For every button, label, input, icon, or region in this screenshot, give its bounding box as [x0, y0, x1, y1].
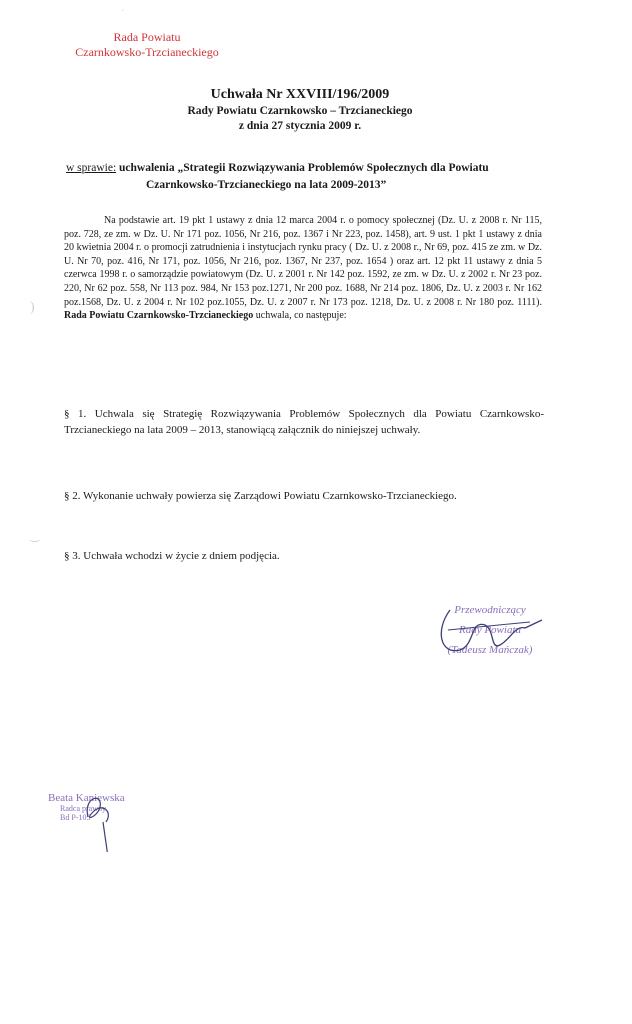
resolution-title — [150, 86, 450, 134]
lawyer-name: Beata Kaniewska — [48, 792, 125, 804]
scan-mark: ' — [122, 8, 124, 18]
lawyer-number: Bd P-105 — [60, 813, 91, 822]
legal-basis-tail: uchwala, co następuje: — [255, 310, 347, 322]
section-1: § 1. Uchwala się Strategię Rozwiązywania Problemów Społecznych dla Powiatu Czarnkowsko-Trzcianeckiego na lata 2009 – 2013, stanowiącą załącznik do niniejszej uchwały. — [64, 408, 544, 436]
legal-basis-paragraph — [64, 214, 542, 323]
resolution-council: Rady Powiatu Czarnkowsko – Trzcianeckiego — [187, 105, 413, 117]
signature-stamp-title: Przewodniczący — [454, 604, 526, 616]
handwritten-signature-icon — [430, 600, 550, 670]
section-3: § 3. Uchwała wchodzi w życie z dniem podjęcia. — [64, 550, 280, 562]
lawyer-role: Radca prawny — [60, 804, 106, 813]
signature-stamp-body: Rady Powiatu — [458, 624, 522, 636]
scan-mark-left-2: ‿ — [30, 528, 40, 542]
legal-counsel-stamp — [48, 792, 168, 852]
resolution-subject — [66, 160, 566, 194]
stamp-line-1: Rada Powiatu — [113, 30, 181, 44]
legal-basis-text: Na podstawie art. 19 pkt 1 ustawy z dnia 12 marca 2004 r. o pomocy społecznej (Dz. U. z 2008 r. Nr 115, poz. 728, ze zm. w Dz. U. Nr 171 poz. 1056, Nr 216, poz. 1367 i Nr 223, poz. 1458), art. 9 ust. 1 pkt 1 ustawy z dnia 20 kwietnia 2004 r. o promocji zatrudnienia i instytucjach rynku pracy ( Dz. U. z 2008 r., Nr 69, poz. 415 ze zm. w Dz. U. Nr 70, poz. 416, Nr 171, poz. 1056, Nr 216, poz. 1367, Nr 237, poz. 1654 ) oraz art. 12 pkt 11 ustawy z dnia 5 czerwca 1998 r. o samorządzie powiatowym (Dz. U. z 2001 r. Nr 142 poz. 1592, ze zm. w Dz. U. z 2002 r. Nr 23 poz. 220, Nr 62 poz. 558, Nr 113 poz. 984, Nr 153 poz.1271, Nr 200 poz. 1688, Nr 214 poz. 1806, Dz. U. z 2003 r. Nr 162 poz.1568, Dz. U. z 2004 r. Nr 102 poz.1055, Dz. U. z 2007 r. Nr 173 poz. 1218, Dz. U. z 2008 r. Nr 180 poz. 1111). — [64, 215, 542, 308]
council-name: Rada Powiatu Czarnkowsko-Trzcianeckiego — [64, 310, 254, 322]
stamp-line-2: Czarnkowsko-Trzcianeckiego — [75, 45, 219, 59]
resolution-date: z dnia 27 stycznia 2009 r. — [238, 120, 362, 132]
section-2: § 2. Wykonanie uchwały powierza się Zarządowi Powiatu Czarnkowsko-Trzcianeckiego. — [64, 490, 457, 502]
scan-mark-left: ) — [30, 300, 35, 315]
lawyer-signature-icon — [48, 792, 168, 852]
chairman-signature-stamp — [430, 600, 550, 670]
subject-text-2: Czarnkowsko-Trzcianeckiego na lata 2009-2013” — [146, 179, 387, 191]
council-header-stamp — [62, 30, 232, 60]
signature-stamp-name: (Tadeusz Mańczak) — [447, 644, 533, 656]
resolution-number: Uchwała Nr XXVIII/196/2009 — [210, 87, 390, 102]
subject-text-1: uchwalenia „Strategii Rozwiązywania Problemów Społecznych dla Powiatu — [119, 162, 489, 174]
subject-lead: w sprawie: — [66, 162, 117, 174]
